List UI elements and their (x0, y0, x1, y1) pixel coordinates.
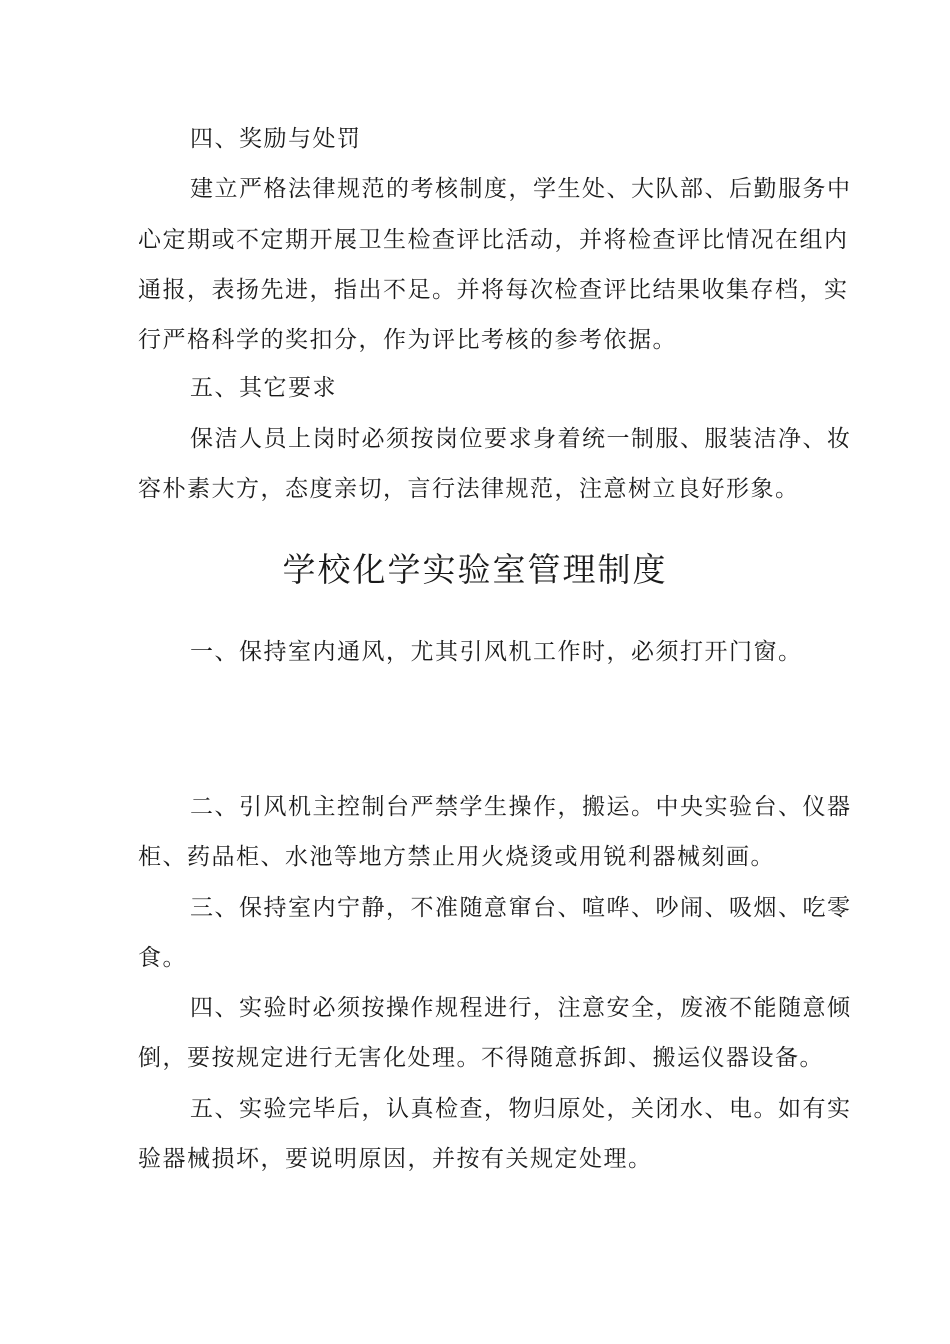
paragraph-line: 保洁人员上岗时必须按岗位要求身着统一制服、服装洁净、妆 (190, 426, 852, 452)
paragraph-line: 通报，表扬先进，指出不足。并将每次检查评比结果收集存档，实 (138, 277, 849, 303)
document-title: 学校化学实验室管理制度 (282, 550, 668, 589)
rule-item-2-line: 柜、药品柜、水池等地方禁止用火烧烫或用锐利器械刻画。 (138, 844, 775, 870)
rule-item-3-line: 三、保持室内宁静，不准随意窜台、喧哗、吵闹、吸烟、吃零 (190, 895, 852, 921)
rule-item-5-line: 五、实验完毕后，认真检查，物归原处，关闭水、电。如有实 (190, 1096, 852, 1122)
rule-item-4-line: 四、实验时必须按操作规程进行，注意安全，废液不能随意倾 (190, 995, 852, 1021)
paragraph-line: 心定期或不定期开展卫生检查评比活动，并将检查评比情况在组内 (138, 227, 849, 253)
heading-other-requirements: 五、其它要求 (190, 375, 337, 401)
rule-item-2-line: 二、引风机主控制台严禁学生操作，搬运。中央实验台、仪器 (190, 794, 852, 820)
rule-item-3-line: 食。 (138, 945, 187, 971)
rule-item-5-line: 验器械损坏，要说明原因，并按有关规定处理。 (138, 1146, 653, 1172)
heading-rewards-penalties: 四、奖励与处罚 (190, 126, 362, 152)
rule-item-1: 一、保持室内通风，尤其引风机工作时，必须打开门窗。 (190, 639, 803, 665)
paragraph-line: 行严格科学的奖扣分，作为评比考核的参考依据。 (138, 327, 677, 353)
rule-item-4-line: 倒，要按规定进行无害化处理。不得随意拆卸、搬运仪器设备。 (138, 1045, 824, 1071)
paragraph-line: 建立严格法律规范的考核制度，学生处、大队部、后勤服务中 (190, 176, 852, 202)
paragraph-line: 容朴素大方，态度亲切，言行法律规范，注意树立良好形象。 (138, 476, 800, 502)
